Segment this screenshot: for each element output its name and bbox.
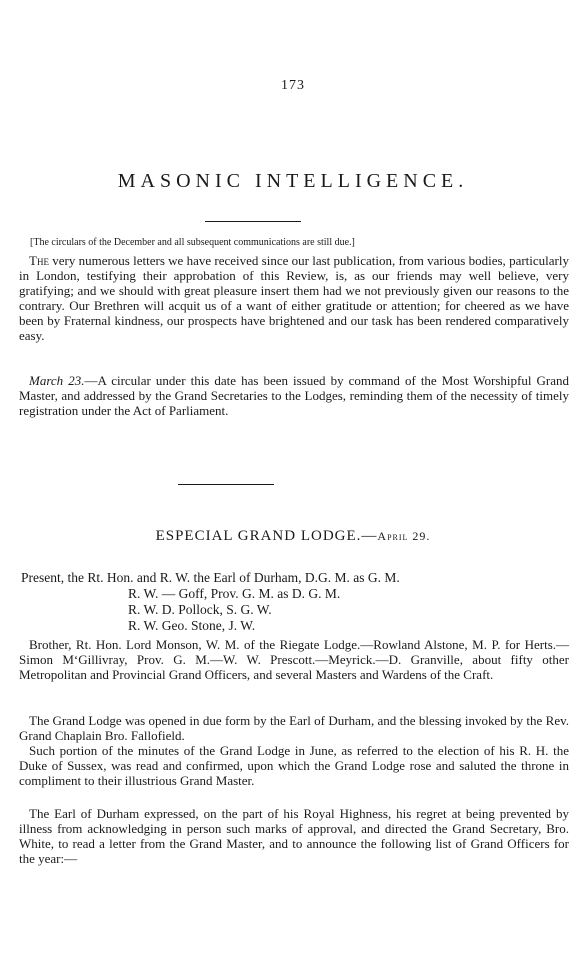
page-number: 173 (281, 78, 305, 93)
brother-text: Brother, Rt. Hon. Lord Monson, W. M. of the Riegate Lodge.—Rowland Alstone, M. P. for Herts.—Simon M‘Gillivray, Prov. G. M.—W. W. Prescott.—Meyrick.—D. Granville, about fifty other Metropolitan and Provincial Grand Officers, and several Masters and Wardens of the Craft. (19, 637, 569, 682)
march-paragraph (19, 373, 569, 418)
intro-first-word: The (29, 253, 49, 268)
present-line: Present, the Rt. Hon. and R. W. the Earl of Durham, D.G. M. as G. M. (21, 570, 400, 585)
present-line: R. W. D. Pollock, S. G. W. (128, 602, 272, 617)
opened-text: The Grand Lodge was opened in due form by the Earl of Durham, and the blessing invoked by the Rev. Grand Chaplain Bro. Fallofield. (19, 713, 569, 743)
present-line: R. W. — Goff, Prov. G. M. as D. G. M. (128, 586, 341, 601)
minutes-text: Such portion of the minutes of the Grand Lodge in June, as referred to the election of his R. H. the Duke of Sussex, was read and confirmed, upon which the Grand Lodge rose and saluted the throne in compliment to their illustrious Grand Master. (19, 743, 569, 788)
editorial-note: [The circulars of the December and all subsequent communications are still due.] (30, 237, 355, 248)
earl-text: The Earl of Durham expressed, on the part of his Royal Highness, his regret at being prevented by illness from acknowledging in person such marks of approval, and directed the Grand Secretary, Bro. White, to read a letter from the Grand Master, and to announce the following list of Grand Officers for the year:— (19, 806, 569, 866)
section-heading (0, 528, 586, 545)
minutes-paragraph (19, 743, 569, 788)
article-title: MASONIC INTELLIGENCE. (117, 170, 469, 192)
section-date: April 29. (377, 529, 431, 543)
march-text: —A circular under this date has been issued by command of the Most Worshipful Grand Master, and addressed by the Grand Secretaries to the Lodges, reminding them of the necessity of timely registration under the Act of Parliament. (19, 373, 569, 418)
intro-text: very numerous letters we have received since our last publication, from various bodies, particularly in London, testifying their approbation of this Review, is, as our friends may well believe, very gratifying; and we should with great pleasure insert them had we not previously given our reasons to the contrary. Our Brethren will acquit us of a want of either gratitude or attention; for cheered as we have been by Fraternal kindness, our prospects have brightened and our task has been rendered comparatively easy. (19, 253, 569, 343)
present-list (21, 570, 576, 634)
intro-paragraph (19, 253, 569, 343)
earl-paragraph (19, 806, 569, 866)
divider-rule (205, 221, 301, 222)
opened-paragraph (19, 713, 569, 743)
brother-paragraph (19, 637, 569, 682)
section-heading-text: ESPECIAL GRAND LODGE.— (155, 528, 378, 544)
march-date: March 23. (29, 373, 85, 388)
present-line: R. W. Geo. Stone, J. W. (128, 618, 256, 633)
section-divider-rule (178, 484, 274, 485)
